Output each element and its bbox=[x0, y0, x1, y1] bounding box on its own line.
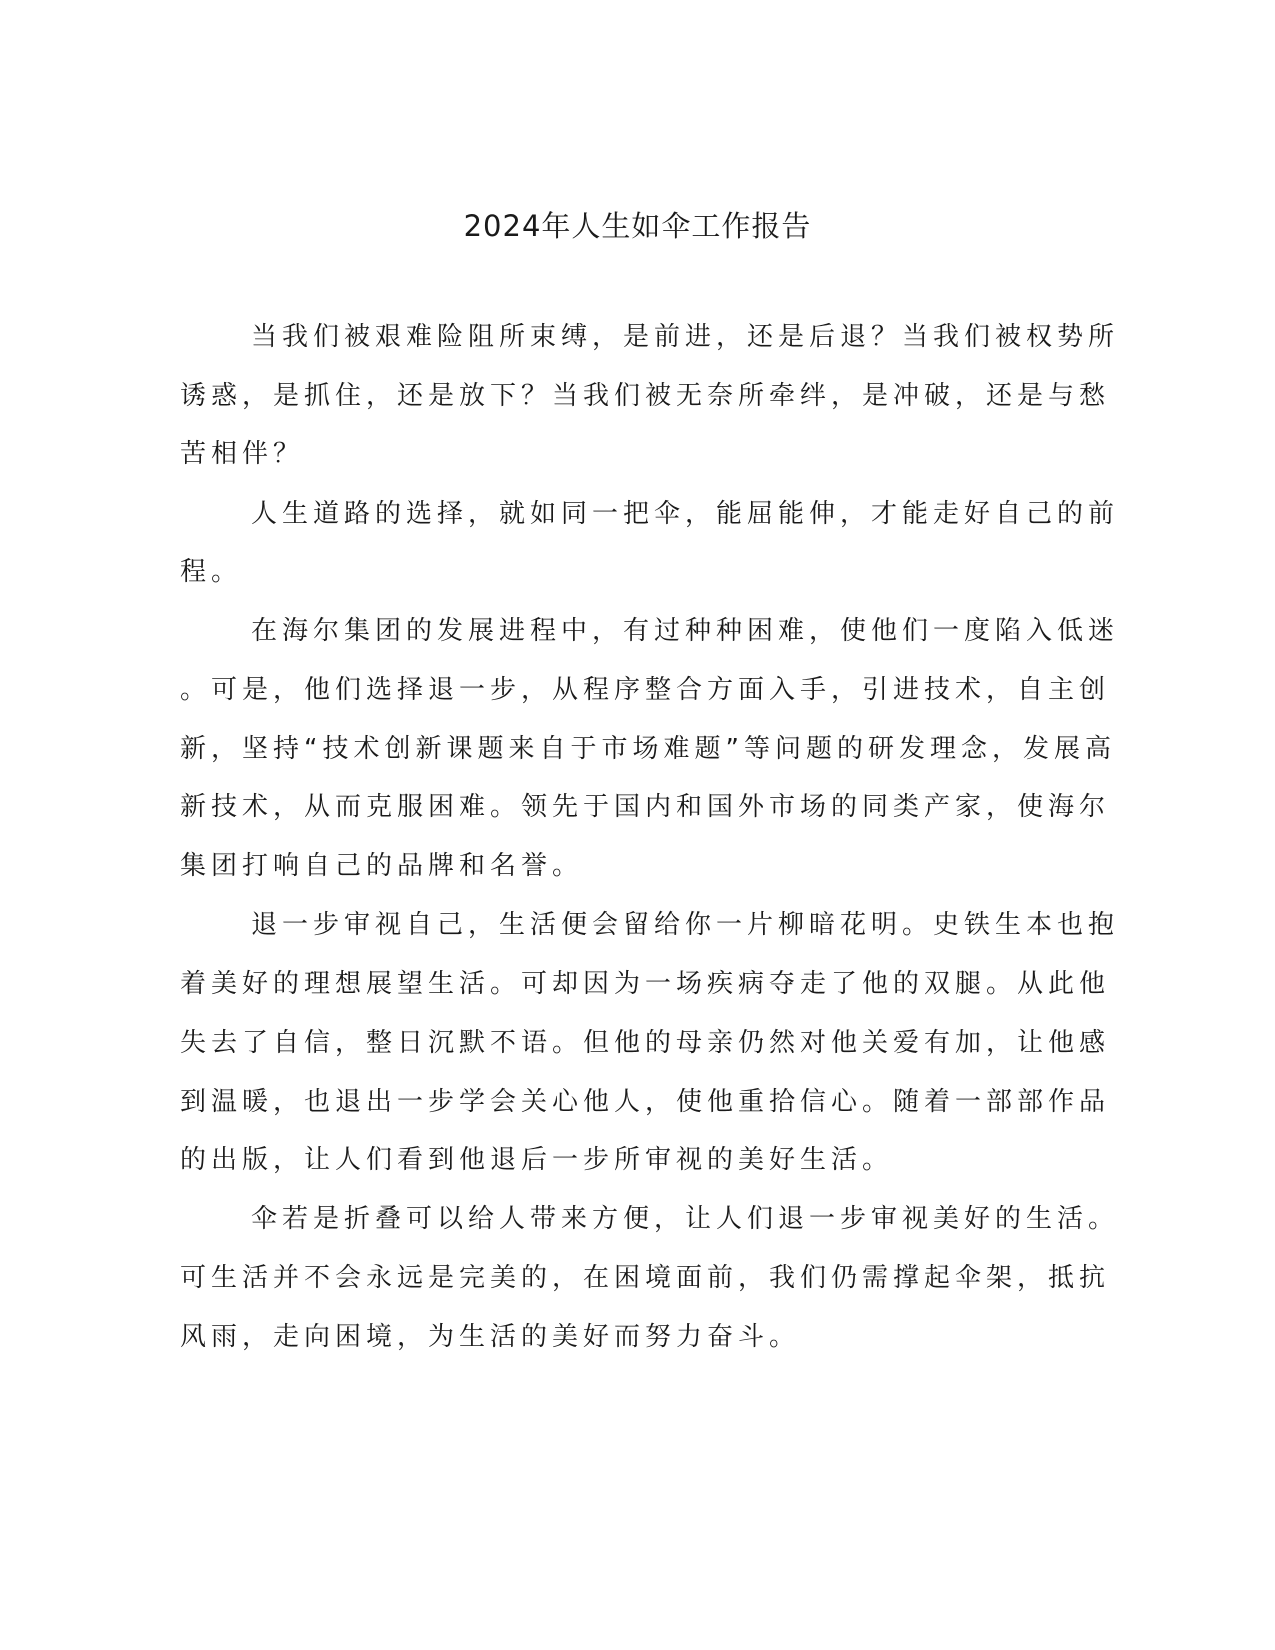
paragraph-line: 。可是，他们选择退一步，从程序整合方面入手，引进技术，自主创 bbox=[180, 675, 1111, 705]
paragraph-line: 程。 bbox=[180, 557, 243, 587]
paragraph-line: 人生道路的选择，就如同一把伞，能屈能伸，才能走好自己的前 bbox=[251, 499, 1120, 529]
paragraph-line: 伞若是折叠可以给人带来方便，让人们退一步审视美好的生活。 bbox=[251, 1204, 1120, 1234]
paragraph-line: 失去了自信，整日沉默不语。但他的母亲仍然对他关爱有加，让他感 bbox=[180, 1028, 1111, 1058]
paragraph-line: 着美好的理想展望生活。可却因为一场疾病夺走了他的双腿。从此他 bbox=[180, 969, 1111, 999]
paragraph-line: 集团打响自己的品牌和名誉。 bbox=[180, 851, 584, 881]
paragraph-line: 在海尔集团的发展进程中，有过种种困难，使他们一度陷入低迷 bbox=[251, 616, 1120, 646]
document-title: 2024年人生如伞工作报告 bbox=[463, 209, 812, 243]
paragraph-line: 苦相伴？ bbox=[180, 439, 305, 469]
paragraph-line: 退一步审视自己，生活便会留给你一片柳暗花明。史铁生本也抱 bbox=[251, 910, 1120, 940]
paragraph-line: 当我们被艰难险阻所束缚，是前进，还是后退？当我们被权势所 bbox=[251, 322, 1120, 352]
paragraph-line: 的出版，让人们看到他退后一步所审视的美好生活。 bbox=[180, 1145, 894, 1175]
paragraph-line: 新技术，从而克服困难。领先于国内和国外市场的同类产家，使海尔 bbox=[180, 792, 1111, 822]
paragraph-line: 诱惑，是抓住，还是放下？当我们被无奈所牵绊，是冲破，还是与愁 bbox=[180, 381, 1111, 411]
paragraph-line: 新，坚持“技术创新课题来自于市场难题”等问题的研发理念，发展高 bbox=[180, 734, 1116, 764]
paragraph-line: 风雨，走向困境，为生活的美好而努力奋斗。 bbox=[180, 1322, 801, 1352]
paragraph-line: 到温暖，也退出一步学会关心他人，使他重拾信心。随着一部部作品 bbox=[180, 1087, 1111, 1117]
paragraph-line: 可生活并不会永远是完美的，在困境面前，我们仍需撑起伞架，抵抗 bbox=[180, 1263, 1111, 1293]
